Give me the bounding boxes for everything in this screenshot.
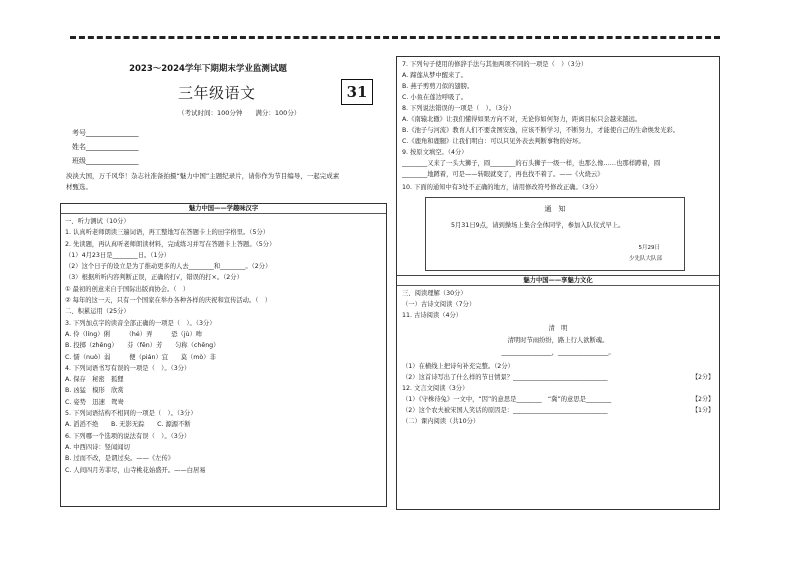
right-question-lines-bottom <box>397 359 719 429</box>
question-text: （2）这个农夫被宋国人笑话的原因是：______________________________ <box>402 407 608 415</box>
question-line: C. 小鱼在莲边呼吸了。 <box>402 94 468 101</box>
field-label: 考号 <box>72 129 86 137</box>
right-question-lines-top <box>397 57 719 182</box>
question-line: ________又来了一头大狮子，圆________的石头狮子一级一样，也那么像……也那样蹲着，圆 <box>402 160 661 167</box>
question-line: 三、阅读理解（30分） <box>402 290 467 298</box>
question-line: ② 每年的这一天，只有一个国家在举办各种各样的庆祝和宣传活动。（ ） <box>65 297 271 305</box>
field-class[interactable] <box>72 156 139 166</box>
field-label: 班级 <box>72 157 86 165</box>
question-line: 11. 古诗阅读（4分） <box>402 312 463 320</box>
left-page <box>60 56 387 506</box>
question-line: （一）古诗文阅读（7分） <box>402 301 476 309</box>
score-mark: 【2分】 <box>692 374 714 382</box>
question-line <box>402 372 714 383</box>
question-line <box>402 383 714 394</box>
field-name[interactable] <box>72 142 139 152</box>
question-line: C.《鹿角和鹿腿》让我们明白：可以只见外表去判断事物的好坏。 <box>402 138 585 145</box>
question-line: 2. 先读题，再认真听老师朗读材料，完成练习并写在答题卡上答题。（5分） <box>65 240 276 248</box>
question-line: 1. 认真听老师朗读三遍词语，再工整地写在答题卡上的田字格里。（5分） <box>65 229 270 237</box>
question-line: B. 燕子剪剪刀似的翅膀。 <box>402 83 474 90</box>
question-line <box>402 405 714 416</box>
question-line <box>402 394 714 405</box>
question-line: A. 保存 秘密 狐狸 <box>65 376 124 384</box>
question-line: （2）这个日子的设立是为了推动更多的人去________和________。（2分） <box>65 263 272 271</box>
question-line: A. 滔滔不绝 B. 无影无踪 C. 源源不断 <box>65 421 191 429</box>
question-line: B. 凶猛 模形 欣赏 <box>65 387 124 395</box>
section-heading: 魅力中国——学趣味汉字 <box>61 204 386 214</box>
question-line: 8. 下列说法错误的一项是（ ）。（3分） <box>402 105 515 112</box>
notice-box <box>425 197 685 271</box>
question-text: （二）课内阅读（共10分） <box>402 418 480 426</box>
field-blank: _______________ <box>86 129 139 137</box>
question-line: A. 中西四诗：竖闻闻切 <box>65 443 130 451</box>
question-text: （1）在横线上把诗句补充完整。（2分） <box>402 363 514 371</box>
question-line: C. 姿势 迅速 鸳鸯 <box>65 398 124 406</box>
question-line: ① 最初的创意来自于国际出版商协会。（ ） <box>65 285 190 293</box>
field-blank: _______________ <box>86 143 139 151</box>
question-text: （1）《守株待兔》一文中，“因”的意思是________ “冀”的意思是________ <box>402 396 612 404</box>
section-heading: 魅力中国——享魅力文化 <box>397 276 719 286</box>
left-question-box <box>60 203 387 507</box>
question-line: C. 人间四月芳菲尽，山寺桃花始盛开。——白居易 <box>65 466 206 474</box>
question-line: 4. 下列词语书写有误的一项是（ ）。（3分） <box>65 364 191 372</box>
exam-number-box: 31 <box>341 79 373 105</box>
subject-title: 三年级语文 <box>178 84 256 102</box>
notice-org: 少先队大队部 <box>628 256 662 263</box>
poem-line: 清明时节雨纷纷，路上行人欲断魂。 <box>507 337 609 345</box>
question-line: 10. 下面的通知中有3处不正确的地方，请用修改符号修改正确。（3分） <box>402 184 602 191</box>
question-line: ________地蹲着，可是——转眼就变了，再也找不着了。——《火烧云》 <box>402 171 604 178</box>
notice-date: 5月29日 <box>638 245 660 252</box>
question-text: 12. 文言文阅读（3分） <box>402 385 469 393</box>
question-line: 5. 下列词语结构不相同的一项是（ ）。（3分） <box>65 410 197 418</box>
question-line: B. 过而不改，是谓过矣。——《左传》 <box>65 455 175 463</box>
question-line: 9. 按原文填空。（4分） <box>402 149 468 156</box>
question-line <box>402 361 714 372</box>
intro-line: 材甄选。 <box>66 183 92 191</box>
question-line: 3. 下列加点字的读音全部正确的一项是（ ）。（3分） <box>65 319 216 327</box>
question-line <box>402 416 714 427</box>
notice-body: 5月31日9点，请到操场上集合全体同学，参加入队仪式早上。 <box>451 222 625 230</box>
question-line: 一、听力测试（10分） <box>65 218 130 225</box>
question-text: （2）这首诗写出了什么样的节日情景？______________________________ <box>402 374 608 382</box>
question-line: B. 投掷（zhēng） 芬（fēn）芳 匀称（chēng） <box>65 342 220 350</box>
poem-answer-line[interactable]: ________________，________________。 <box>501 349 615 357</box>
field-label: 姓名 <box>72 143 86 151</box>
question-line: B.《池子与河流》教育人们不要贪图安逸，应该不断学习，不断努力，才能使自己的生命焕发光彩。 <box>402 127 680 134</box>
question-line: （3）根据所听内容判断正误，正确的打√，错误的打×。（2分） <box>65 274 243 282</box>
dashed-binding-line <box>70 36 720 39</box>
question-line: A. 伶（líng）俐 （hé）弄 恐（jù）哞 <box>65 330 203 338</box>
question-line: 二、积累运用（25分） <box>65 308 130 316</box>
question-line: 6. 下列哪一个选项的说法有误（ ）。（3分） <box>65 432 191 440</box>
question-line: A.《南辕北辙》让我们懂得如果方向不对，无论你如何努力，距离目标只会越来越远。 <box>402 116 642 123</box>
score-mark: 【1分】 <box>692 407 714 415</box>
question-line: A. 蹄莲从梦中醒来了。 <box>402 72 467 79</box>
right-question-lines-mid <box>397 286 719 323</box>
left-question-lines <box>61 214 386 478</box>
exam-title: 2023～2024学年下期期末学业监测试题 <box>129 64 287 74</box>
question-line: （1）4月23日是________日。（1分） <box>65 251 171 259</box>
intro-line: 泱泱大国，万千风华！杂志社准备拍摄“魅力中国”主题纪录片，请你作为节目编导，一起完成素 <box>66 172 340 180</box>
field-blank: _______________ <box>86 157 139 165</box>
question-line: 7. 下列句子使用的修辞手法与其他两项不同的一项是（ ）（3分） <box>402 61 588 68</box>
intro-text <box>66 171 378 193</box>
question-line: C. 懦（nuò）弱 便（pián）宜 莫（mò）非 <box>65 353 216 361</box>
notice-title: 通 知 <box>544 205 566 214</box>
poem-title: 清 明 <box>548 325 568 333</box>
field-exam-id[interactable] <box>72 128 139 138</box>
time-info: （考试时间：100分钟 满分：100分） <box>178 109 301 117</box>
score-mark: 【2分】 <box>692 396 714 404</box>
right-page <box>396 56 720 510</box>
